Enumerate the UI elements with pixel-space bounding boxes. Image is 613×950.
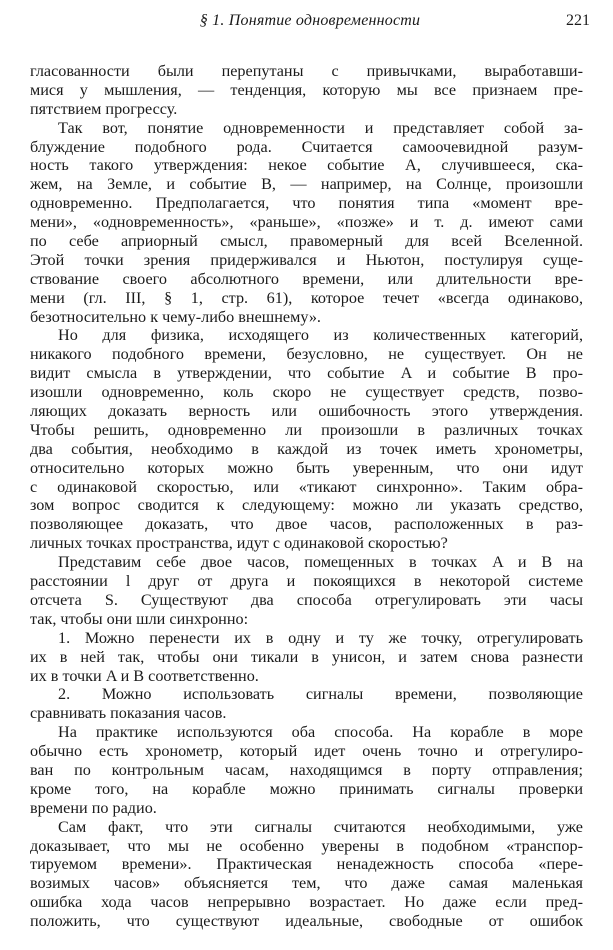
page-number: 221 bbox=[566, 12, 590, 29]
text-line: ность такого утверждения: некое событие A, случившееся, ска- bbox=[30, 156, 583, 175]
text-line: возимых часов» объясняется тем, что даже самая маленькая bbox=[30, 874, 583, 893]
text-line: так, чтобы они шли синхронно: bbox=[30, 609, 249, 628]
text-line: обычно есть хронометр, который идет очень точно и отрегулиро- bbox=[30, 742, 583, 761]
paragraph bbox=[30, 62, 583, 119]
text-line: два события, необходимо в каждой из точек иметь хронометры, bbox=[30, 439, 583, 458]
text-line: ляющих доказать верность или ошибочность этого утверждения. bbox=[30, 402, 583, 421]
paragraph bbox=[30, 685, 583, 723]
text-line: относительно которых можно быть уверенным, что они идут bbox=[30, 458, 583, 477]
text-line: доказывает, что мы не особенно уверены в подобном «транспор- bbox=[30, 836, 583, 855]
text-line: одновременно. Предполагается, что понятия типа «момент вре- bbox=[30, 194, 583, 213]
text-line: зом вопрос сводится к следующему: можно ли указать средство, bbox=[30, 496, 583, 515]
text-line: времени по радио. bbox=[30, 798, 157, 817]
text-body bbox=[30, 62, 583, 931]
text-line: по себе априорный смысл, правомерный для всей Вселенной. bbox=[30, 232, 583, 251]
text-line: На практике используются оба способа. На корабле в море bbox=[58, 723, 583, 742]
paragraph bbox=[30, 723, 583, 817]
text-line: Так вот, понятие одновременности и представляет собой за- bbox=[58, 118, 583, 137]
text-line: их в ней так, чтобы они тикали в унисон, и затем снова разнести bbox=[30, 647, 583, 666]
text-line: их в точки A и B соответственно. bbox=[30, 666, 259, 685]
text-line: гласованности были перепутаны с привычками, выработавши- bbox=[30, 62, 583, 80]
paragraph bbox=[30, 629, 583, 686]
paragraph bbox=[30, 818, 583, 931]
paragraph bbox=[30, 119, 583, 327]
text-line: безотносительно к чему-либо внешнему». bbox=[30, 307, 321, 326]
text-line: позволяющее доказать, что двое часов, расположенных в раз- bbox=[30, 515, 583, 534]
text-line: ствование своего абсолютного времени, или длительности вре- bbox=[30, 269, 583, 288]
running-title: § 1. Понятие одновременности bbox=[199, 12, 421, 29]
text-line: Чтобы решить, одновременно ли произошли в различных точках bbox=[30, 420, 583, 439]
text-line: с одинаковой скоростью, или «тикают синхронно». Таким обра- bbox=[30, 477, 583, 496]
text-line: расстоянии l друг от друга и покоящихся в некоторой системе bbox=[30, 572, 583, 591]
text-line: мени», «одновременность», «раньше», «позже» и т. д. имеют сами bbox=[30, 213, 583, 232]
text-line: отсчета S. Существуют два способа отрегулировать эти часы bbox=[30, 590, 583, 609]
text-line: мися у мышления, — тенденция, которую мы все признаем пре- bbox=[30, 80, 583, 99]
text-line: жем, на Земле, и событие B, — например, на Солнце, произошли bbox=[30, 175, 583, 194]
text-line: положить, что существуют идеальные, свободные от ошибок bbox=[30, 912, 583, 931]
text-line: ошибка хода часов непрерывно возрастает. Но даже если пред- bbox=[30, 893, 583, 912]
text-line: 2. Можно использовать сигналы времени, позволяющие bbox=[58, 685, 583, 704]
paragraph bbox=[30, 326, 583, 553]
text-line: изошли одновременно, коль скоро не существует средств, позво- bbox=[30, 383, 583, 402]
text-line: сравнивать показания часов. bbox=[30, 704, 227, 723]
text-line: личных точках пространства, идут с одинаковой скоростью? bbox=[30, 534, 448, 553]
text-line: кроме того, на корабле можно принимать сигналы проверки bbox=[30, 779, 583, 798]
text-line: мени (гл. III, § 1, стр. 61), которое течет «всегда одинаково, bbox=[30, 288, 583, 307]
text-line: 1. Можно перенести их в одну и ту же точку, отрегулировать bbox=[58, 628, 583, 647]
text-line: пятствием прогрессу. bbox=[30, 99, 178, 118]
page-header bbox=[30, 12, 590, 34]
text-line: Сам факт, что эти сигналы считаются необходимыми, уже bbox=[58, 817, 583, 836]
text-line: тируемом времени». Практическая ненадежность способа «пере- bbox=[30, 855, 583, 874]
text-line: Но для физика, исходящего из количественных категорий, bbox=[58, 326, 583, 345]
text-line: Этой точки зрения придерживался и Ньютон, постулируя суще- bbox=[30, 250, 583, 269]
text-line: ван по контрольным часам, находящимся в порту отправления; bbox=[30, 760, 583, 779]
text-line: Представим себе двое часов, помещенных в точках A и B на bbox=[58, 553, 583, 572]
text-line: никакого подобного времени, безусловно, не существует. Он не bbox=[30, 345, 583, 364]
text-line: блуждение подобного рода. Считается самоочевидной разум- bbox=[30, 137, 583, 156]
paragraph bbox=[30, 553, 583, 629]
text-line: видит смысла в утверждении, что событие A и событие B про- bbox=[30, 364, 583, 383]
